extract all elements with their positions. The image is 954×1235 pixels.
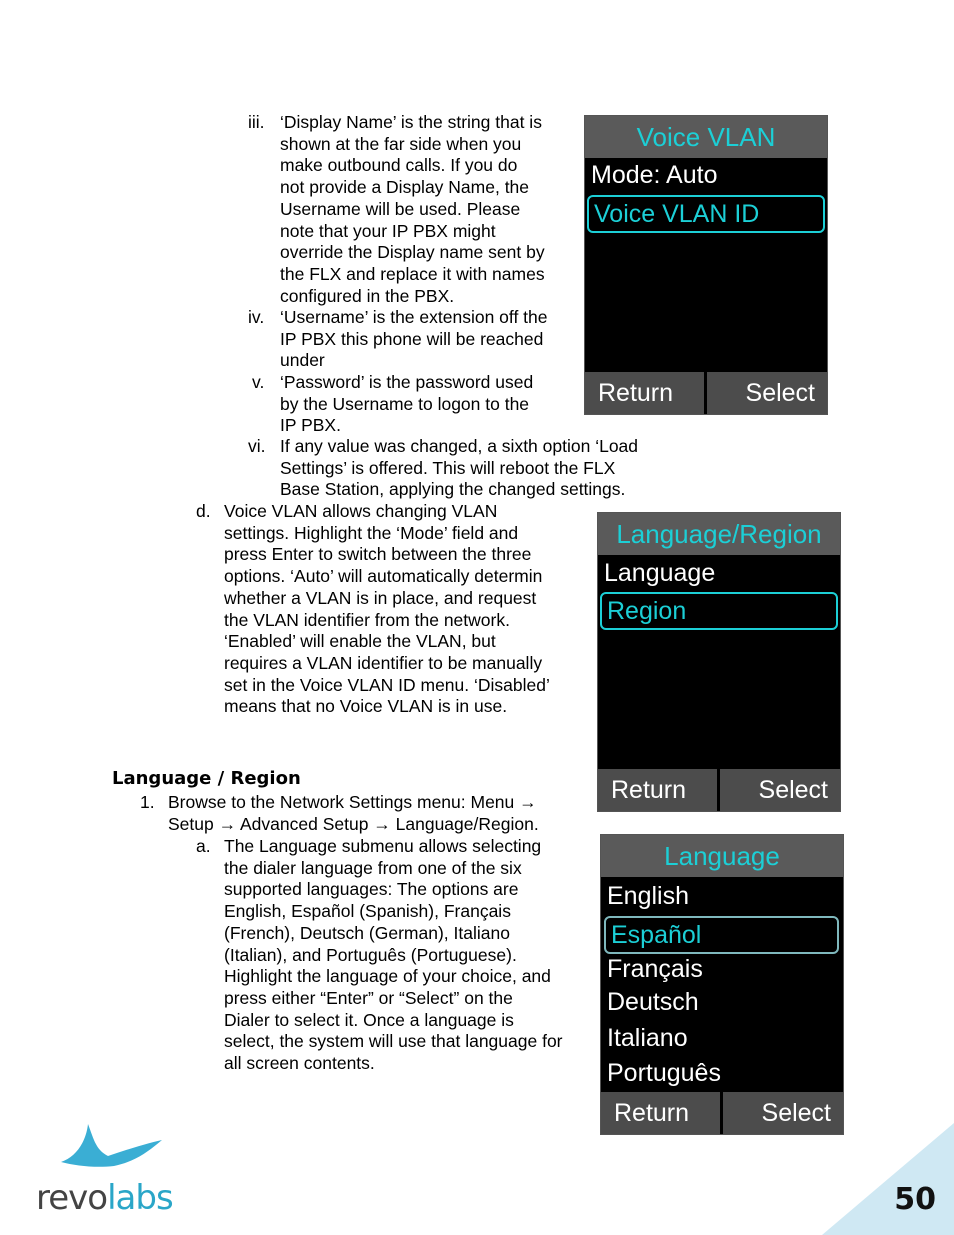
list-marker: vi.	[248, 436, 266, 456]
screen-title: Language/Region	[598, 513, 840, 555]
softkey-bar	[585, 372, 827, 414]
select-softkey[interactable]: Select	[758, 776, 828, 804]
paragraph-text: ‘Password’ is the password used by the Username to logon to the IP PBX.	[280, 372, 534, 436]
paragraph-text: ‘Display Name’ is the string that is shown at the far side when you make outbound calls. If you do not provide a Display Name, the Username will be used. Please note that your IP PBX might override the Display name sent by the FLX and replace it with names configured in the PBX.	[280, 112, 545, 306]
return-softkey[interactable]: Return	[598, 379, 674, 407]
menu-item-deutsch[interactable]: Deutsch	[607, 988, 699, 1016]
list-marker: d.	[196, 501, 211, 521]
menu-item-mode[interactable]: Mode: Auto	[591, 161, 718, 189]
screen-title: Language	[601, 835, 843, 877]
menu-item-italiano[interactable]: Italiano	[607, 1024, 688, 1052]
section-heading: Language / Region	[112, 768, 301, 789]
return-softkey[interactable]: Return	[614, 1099, 690, 1127]
menu-item-portugues[interactable]: Português	[607, 1059, 721, 1087]
softkey-divider	[704, 372, 707, 414]
logo-wordmark	[36, 1178, 173, 1218]
menu-item-espanol[interactable]: Español	[604, 916, 839, 954]
softkey-divider	[720, 1092, 723, 1134]
menu-item-language[interactable]: Language	[604, 559, 716, 587]
return-softkey[interactable]: Return	[611, 776, 687, 804]
screen-title: Voice VLAN	[585, 116, 827, 158]
page-number: 50	[894, 1182, 936, 1217]
softkey-bar	[601, 1092, 843, 1134]
softkey-bar	[598, 769, 840, 811]
menu-item-region[interactable]: Region	[600, 592, 838, 630]
list-marker: iv.	[248, 307, 265, 327]
paragraph-text: If any value was changed, a sixth option ‘Load Settings’ is offered. This will reboot the FLX Base Station, applying the changed settings.	[280, 436, 639, 500]
list-marker: iii.	[248, 112, 265, 132]
menu-item-francais[interactable]: Français	[607, 955, 703, 983]
voice-vlan-screen	[584, 115, 828, 415]
shark-fin-icon	[56, 1122, 166, 1182]
list-marker: a.	[196, 836, 211, 856]
corner-triangle	[822, 1123, 954, 1235]
paragraph-text: The Language submenu allows selecting the dialer language from one of the six supported languages: The options are English, Español (Spanish), Français (French), Deutsch (German), Italiano (Italian), and Português (Portuguese). Highlight the language of your choice, and press either “Enter” or “Select” on the Dialer to select it. Once a language is select, the system will use that language for all screen contents.	[224, 836, 563, 1074]
select-softkey[interactable]: Select	[761, 1099, 831, 1127]
paragraph-text: Browse to the Network Settings menu: Menu → Setup → Advanced Setup → Language/Region.	[168, 792, 539, 834]
menu-item-voice-vlan-id[interactable]: Voice VLAN ID	[587, 195, 825, 233]
paragraph-text: ‘Username’ is the extension off the IP PBX this phone will be reached under	[280, 307, 548, 371]
logo-part-2: labs	[107, 1178, 173, 1218]
language-screen	[600, 834, 844, 1135]
menu-item-english[interactable]: English	[607, 882, 689, 910]
logo-part-1: revo	[36, 1178, 108, 1218]
list-marker: 1.	[140, 792, 155, 812]
select-softkey[interactable]: Select	[745, 379, 815, 407]
list-marker: v.	[252, 372, 265, 392]
paragraph-text: Voice VLAN allows changing VLAN settings. Highlight the ‘Mode’ field and press Enter to switch between the three options. ‘Auto’ will automatically determin whether a VLAN is in place, and request the VLAN identifier from the network. ‘Enabled’ will enable the VLAN, but requires a VLAN identifier to be manually set in the Voice VLAN ID menu. ‘Disabled’ means that no Voice VLAN is in use.	[224, 501, 550, 717]
softkey-divider	[717, 769, 720, 811]
language-region-screen	[597, 512, 841, 812]
